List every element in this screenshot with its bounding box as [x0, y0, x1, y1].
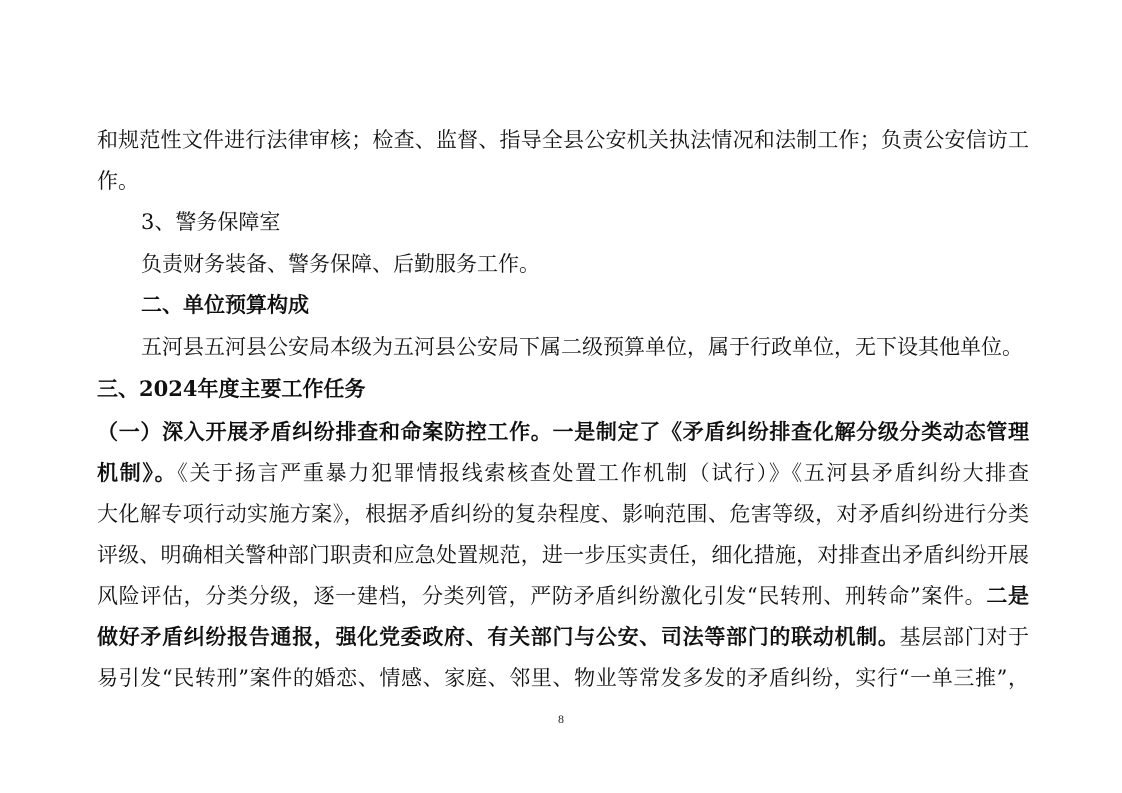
bold-phrase: 二是: [986, 583, 1029, 608]
budget-paragraph: 五河县五河县公安局本级为五河县公安局下属二级预算单位，属于行政单位，无下设其他单位。: [141, 335, 1023, 359]
paragraph-line: [97, 459, 1029, 487]
section-heading-budget-composition: 二、单位预算构成: [141, 292, 309, 317]
text-run: 风险评估，分类分级，逐一建档，分类列管，严防矛盾纠纷激化引发“民转刑、刑转命”案件。: [97, 584, 987, 608]
paragraph-line: 大化解专项行动实施方案》，根据矛盾纠纷的复杂程度、影响范围、危害等级，对矛盾纠纷进行分类: [97, 502, 1029, 526]
paragraph-line: [97, 623, 1029, 651]
paragraph-line: [97, 582, 1029, 610]
paragraph-line: 评级、明确相关警种部门职责和应急处置规范，进一步压实责任，细化措施，对排查出矛盾纠纷开展: [97, 543, 1029, 567]
section-heading-main-tasks: 三、2024年度主要工作任务: [97, 376, 366, 401]
paragraph-line: 易引发“民转刑”案件的婚恋、情感、家庭、邻里、物业等常发多发的矛盾纠纷，实行“一单三推”，: [97, 666, 1029, 690]
section-body: 负责财务装备、警务保障、后勤服务工作。: [141, 252, 540, 276]
page-number: 8: [558, 712, 564, 726]
text-run: 基层部门对于: [899, 625, 1029, 649]
bold-phrase: 做好矛盾纠纷报告通报，强化党委政府、有关部门与公安、司法等部门的联动机制。: [97, 624, 900, 649]
bold-phrase: 机制》。: [97, 460, 178, 485]
paragraph-line-bold: （一）深入开展矛盾纠纷排查和命案防控工作。一是制定了《矛盾纠纷排查化解分级分类动态管理: [97, 419, 1029, 444]
text-run: 《关于扬言严重暴力犯罪情报线索核查处置工作机制（试行）》《五河县矛盾纠纷大排查: [177, 461, 1029, 485]
section-title-warrant-support-office: 3、警务保障室: [141, 210, 281, 234]
body-line: 作。: [97, 169, 139, 193]
body-line: 和规范性文件进行法律审核；检查、监督、指导全县公安机关执法情况和法制工作；负责公安信访工: [97, 128, 1029, 152]
